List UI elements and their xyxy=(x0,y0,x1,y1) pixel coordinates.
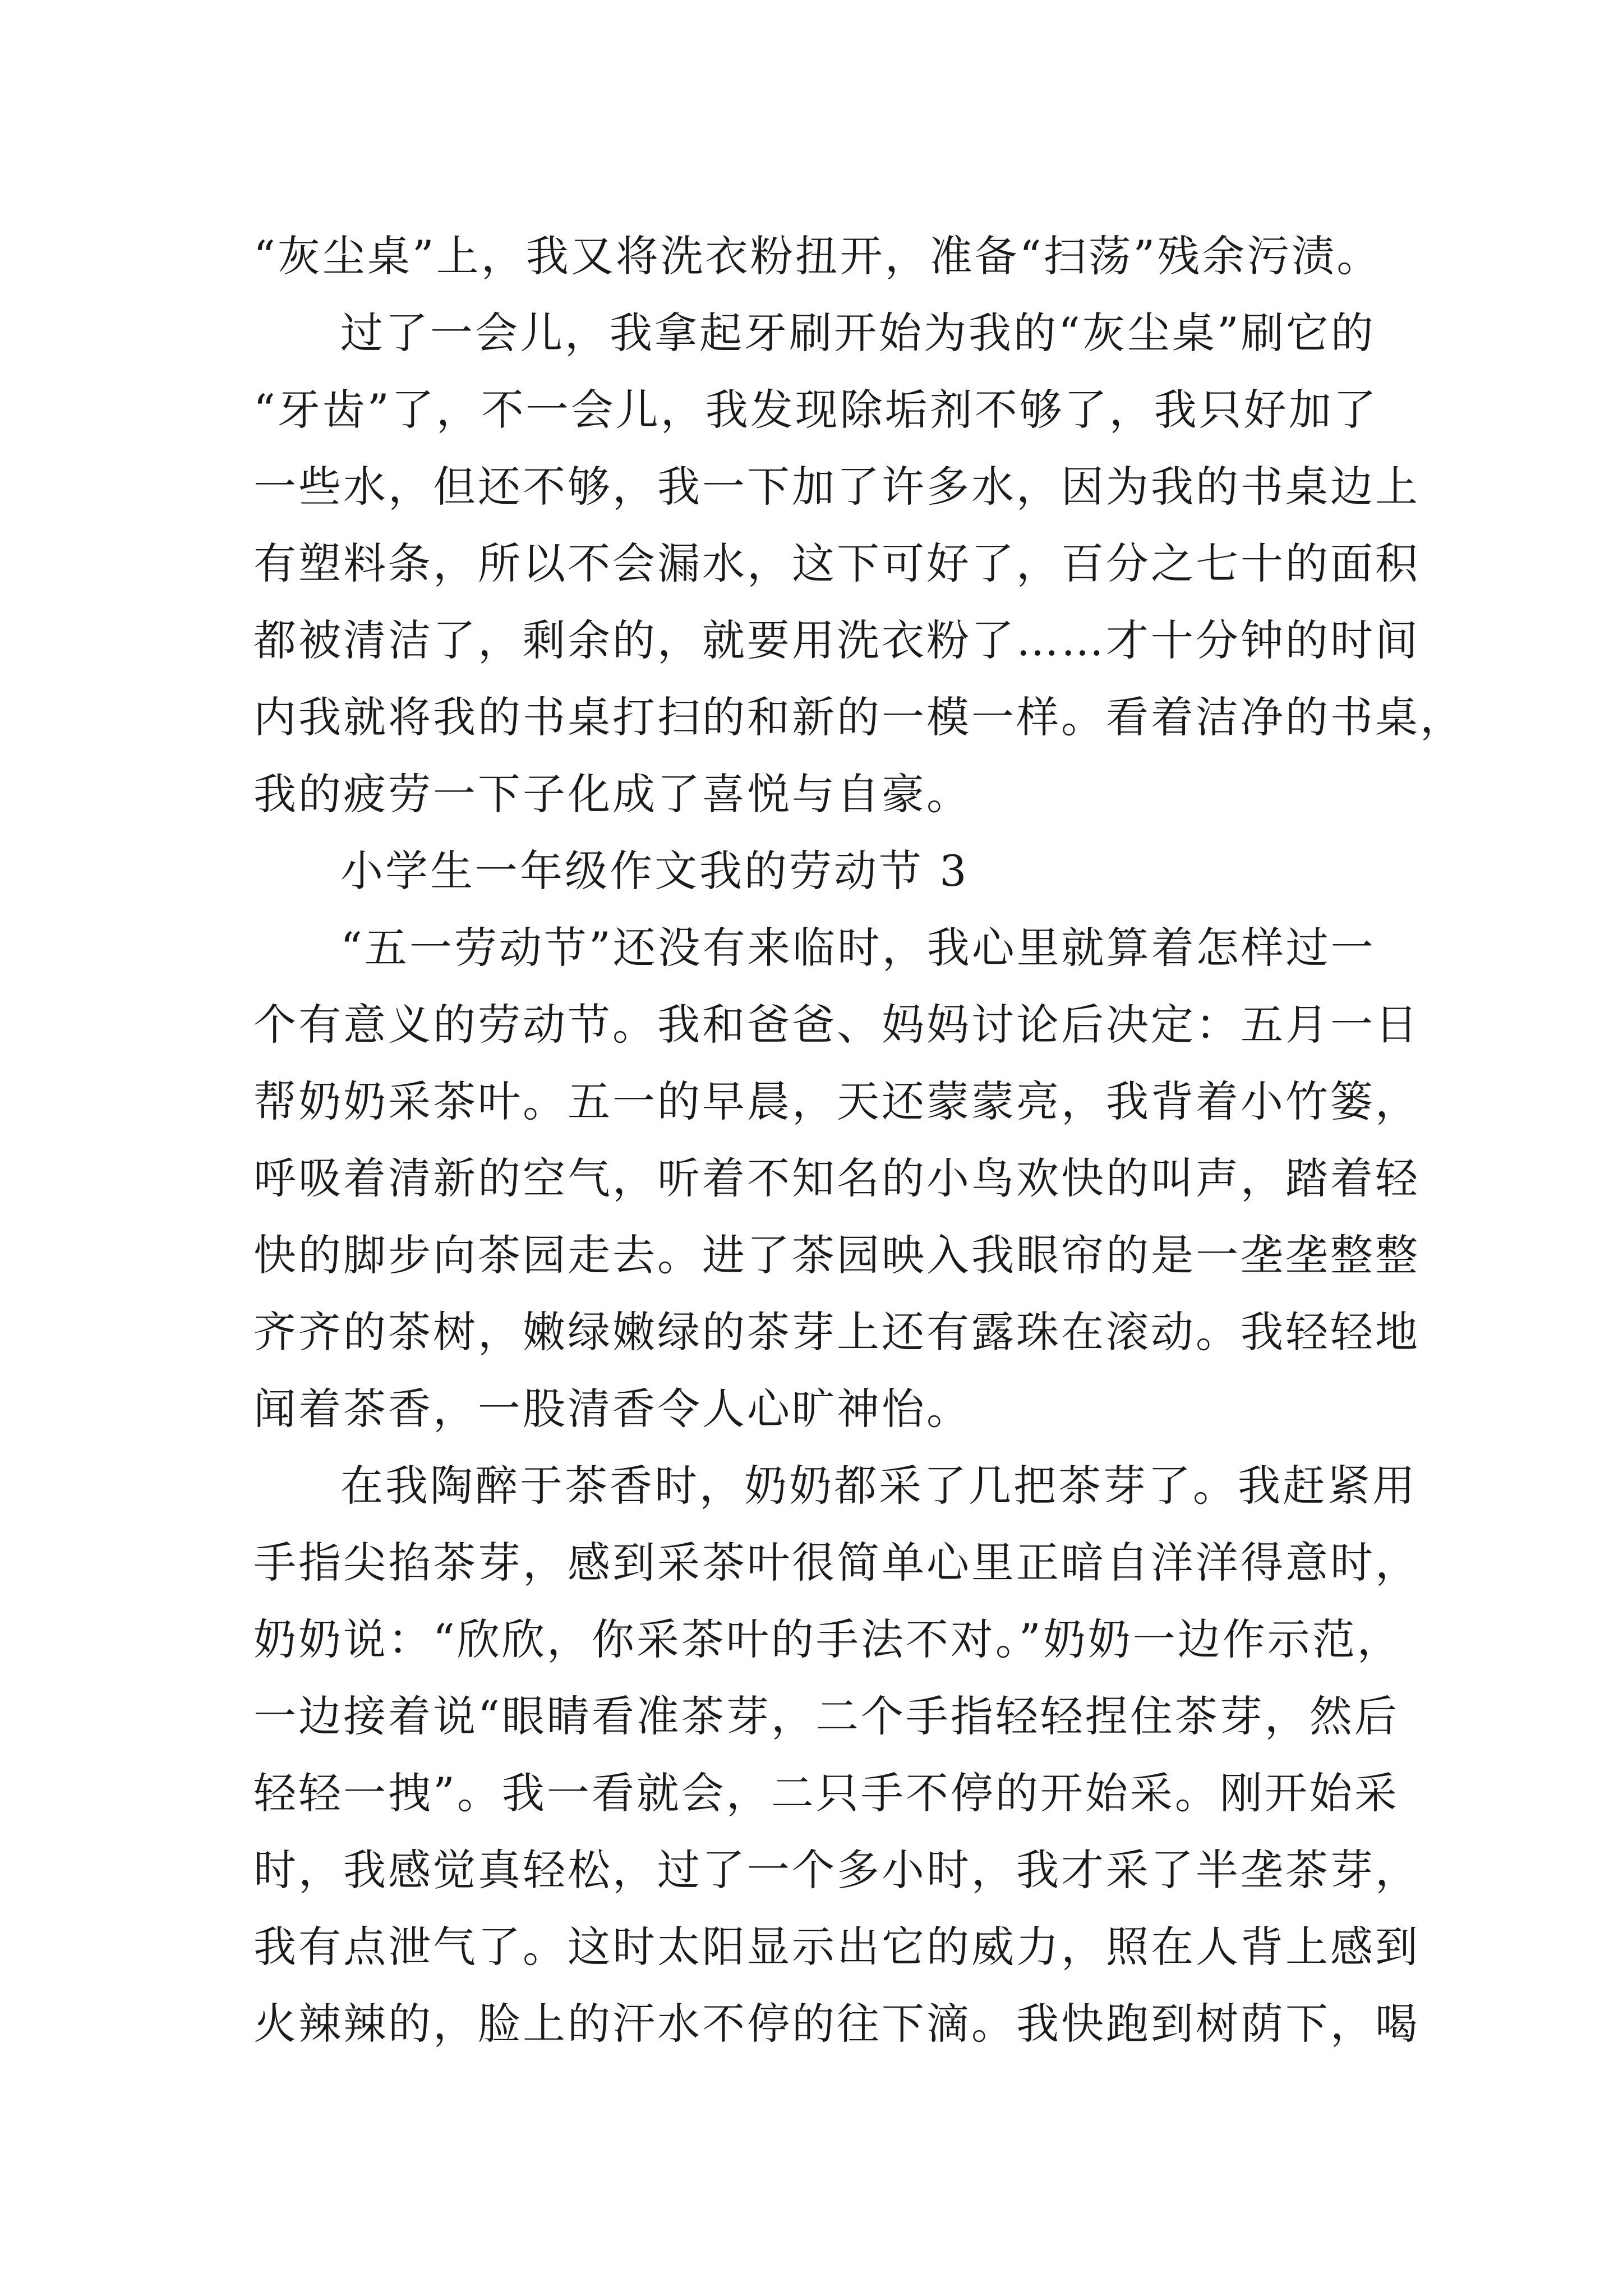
text-line: 呼吸着清新的空气，听着不知名的小鸟欢快的叫声，踏着轻 xyxy=(253,1153,1420,1203)
text-line: 火辣辣的，脸上的汗水不停的往下滴。我快跑到树荫下，喝 xyxy=(253,1999,1420,2049)
text-line: 闻着茶香，一股清香令人心旷神怡。 xyxy=(253,1384,971,1434)
text-line: 奶奶说：“欣欣，你采茶叶的手法不对。”奶奶一边作示范， xyxy=(253,1614,1402,1664)
text-line: 轻轻一拽”。我一看就会，二只手不停的开始采。刚开始采 xyxy=(253,1768,1399,1818)
text-line: 个有意义的劳动节。我和爸爸、妈妈讨论后决定：五月一日 xyxy=(253,1000,1420,1050)
text-line: 一些水，但还不够，我一下加了许多水，因为我的书桌边上 xyxy=(253,462,1420,512)
text-line: 快的脚步向茶园走去。进了茶园映入我眼帘的是一垄垄整整 xyxy=(253,1230,1420,1280)
text-line: 我的疲劳一下子化成了喜悦与自豪。 xyxy=(253,769,971,819)
text-line: 我有点泄气了。这时太阳显示出它的威力，照在人背上感到 xyxy=(253,1922,1420,1972)
text-line: 都被清洁了，剩余的，就要用洗衣粉了……才十分钟的时间 xyxy=(253,615,1420,665)
text-line: 一边接着说“眼睛看准茶芽，二个手指轻轻捏住茶芽，然后 xyxy=(253,1691,1399,1741)
text-line: 齐齐的茶树，嫩绿嫩绿的茶芽上还有露珠在滚动。我轻轻地 xyxy=(253,1307,1420,1357)
text-line: 时，我感觉真轻松，过了一个多小时，我才采了半垄茶芽， xyxy=(253,1845,1420,1895)
text-line: 过了一会儿，我拿起牙刷开始为我的“灰尘桌”刷它的 xyxy=(340,308,1376,358)
text-line: 内我就将我的书桌打扫的和新的一模一样。看着洁净的书桌， xyxy=(253,692,1465,742)
text-line: 帮奶奶采茶叶。五一的早晨，天还蒙蒙亮，我背着小竹篓， xyxy=(253,1076,1420,1126)
text-line: 手指尖掐茶芽，感到采茶叶很简单心里正暗自洋洋得意时， xyxy=(253,1538,1420,1588)
section-heading: 小学生一年级作文我的劳动节 3 xyxy=(340,846,969,896)
document-body xyxy=(253,218,1465,2062)
text-line: 有塑料条，所以不会漏水，这下可好了，百分之七十的面积 xyxy=(253,539,1420,588)
text-line: “灰尘桌”上，我又将洗衣粉扭开，准备“扫荡”残余污渍。 xyxy=(253,231,1382,281)
text-line: “牙齿”了，不一会儿，我发现除垢剂不够了，我只好加了 xyxy=(253,385,1378,435)
text-line: “五一劳动节”还没有来临时，我心里就算着怎样过一 xyxy=(340,923,1376,973)
text-line: 在我陶醉于茶香时，奶奶都采了几把茶芽了。我赶紧用 xyxy=(340,1461,1417,1511)
